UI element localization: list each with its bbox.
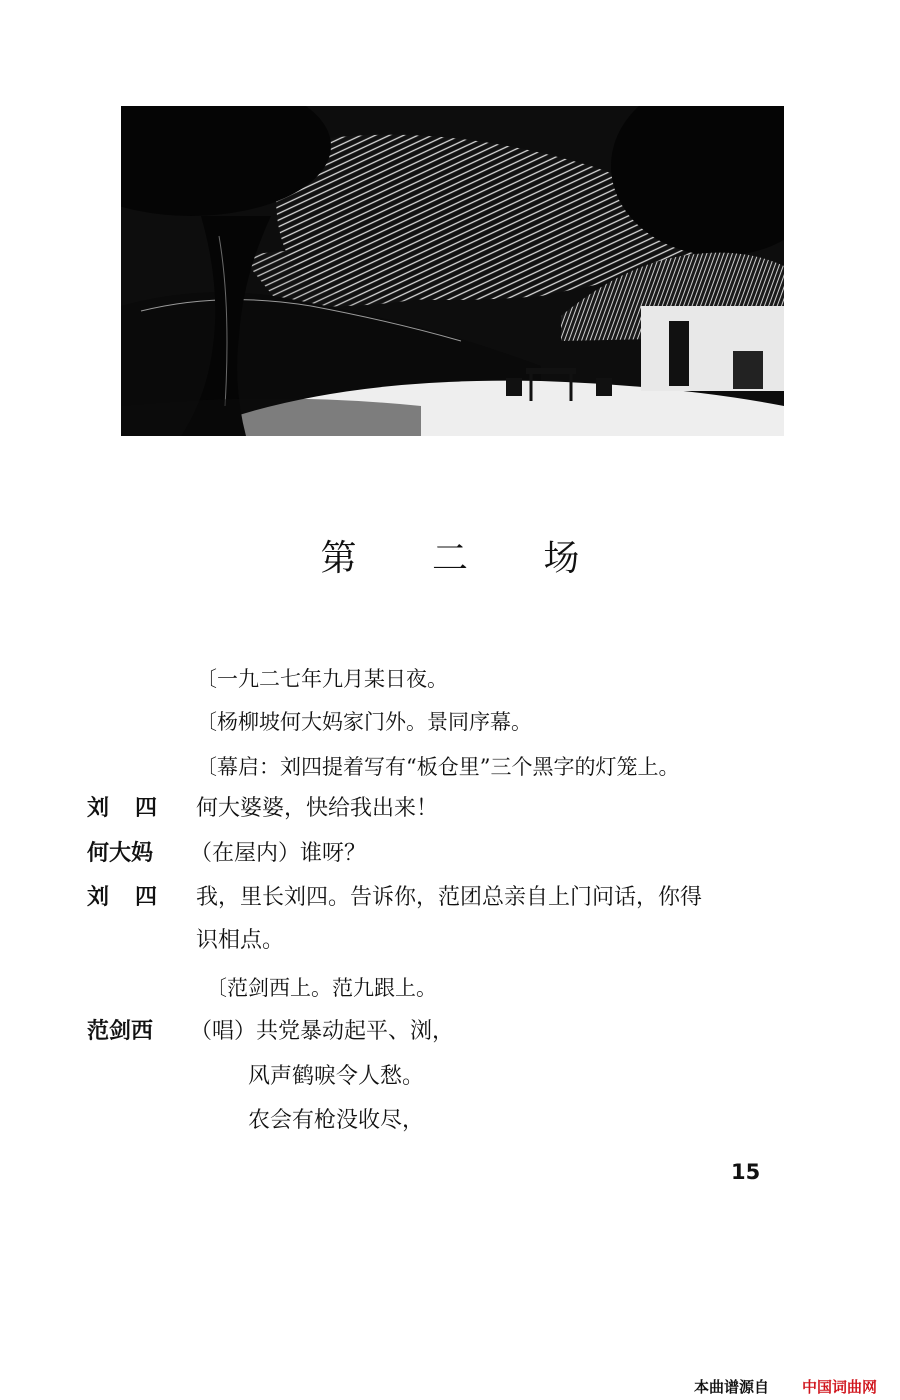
dialogue-continuation: 识相点。 (196, 928, 285, 953)
song-line: 风声鹤唳令人愁。 (248, 1064, 425, 1089)
speaker-liu-si: 刘四 (87, 885, 184, 910)
speaker-he-da-ma: 何大妈 (87, 841, 154, 866)
watermark-site-name: 中国词曲网 (802, 1378, 878, 1396)
page-number: 15 (731, 1160, 761, 1184)
speaker-liu-si: 刘四 (87, 796, 184, 821)
stage-direction-entrance: 〔范剑西上。范九跟上。 (206, 976, 437, 1000)
dialogue-line: 我，里长刘四。告诉你，范团总亲自上门问话，你得 (196, 885, 703, 910)
song-line: （唱）共党暴动起平、浏， (190, 1019, 455, 1044)
watermark-source-text: 本曲谱源自 (694, 1378, 770, 1396)
dialogue-line: （在屋内）谁呀？ (190, 841, 367, 866)
stage-direction-place: 〔杨柳坡何大妈家门外。景同序幕。 (196, 710, 532, 734)
scene-illustration (121, 106, 784, 436)
speaker-fan-jian-xi: 范剑西 (87, 1019, 154, 1044)
stage-direction-time: 〔一九二七年九月某日夜。 (196, 667, 448, 691)
stage-direction-curtain: 〔幕启：刘四提着写有“板仓里”三个黑字的灯笼上。 (196, 755, 680, 779)
dialogue-line: 何大婆婆，快给我出来！ (196, 796, 439, 821)
song-line: 农会有枪没收尽， (248, 1108, 425, 1133)
scene-title: 第 二 场 (320, 538, 612, 579)
